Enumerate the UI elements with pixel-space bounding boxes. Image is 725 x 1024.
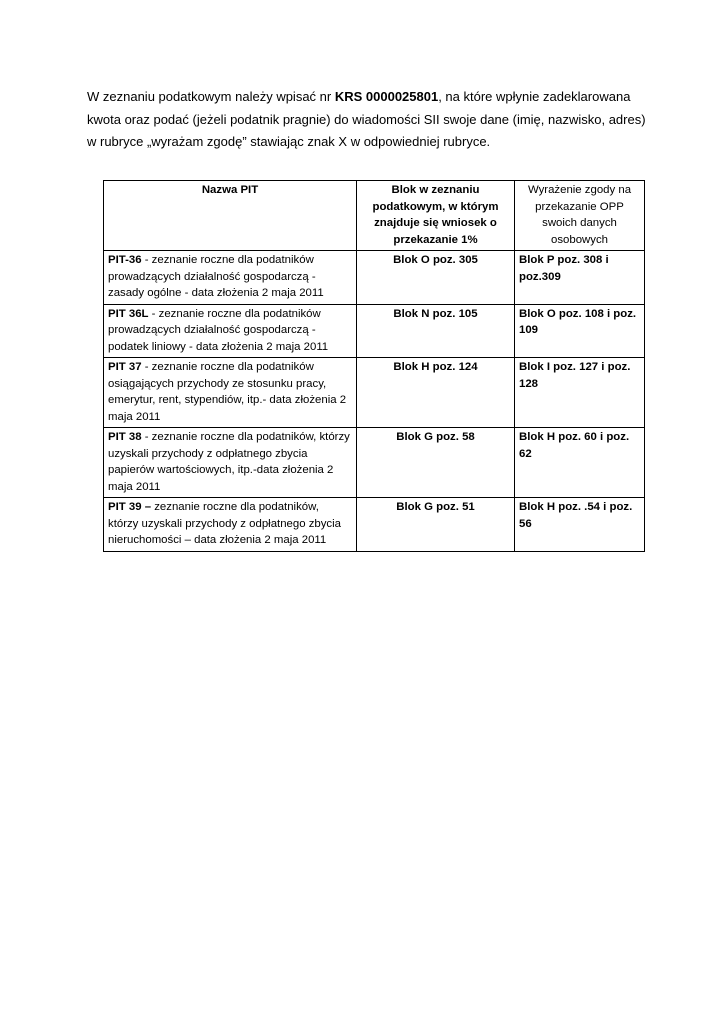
pit-code: PIT 39 –	[108, 501, 152, 513]
table-row	[104, 358, 645, 428]
pit-code: PIT-36	[108, 254, 142, 266]
header-blok: Blok w zeznaniu podatkowym, w którym znajduje się wniosek o przekazanie 1%	[357, 181, 515, 251]
blok-cell: Blok G poz. 51	[357, 498, 515, 552]
opp-cell: Blok H poz. 60 i poz. 62	[515, 428, 645, 498]
blok-cell: Blok G poz. 58	[357, 428, 515, 498]
intro-paragraph	[87, 86, 647, 154]
pit-table	[103, 180, 645, 552]
pit-name-cell	[104, 358, 357, 428]
pit-description: - zeznanie roczne dla podatników prowadzących działalność gospodarczą - podatek liniowy - data złożenia 2 maja 2011	[108, 307, 329, 353]
opp-cell: Blok I poz. 127 i poz. 128	[515, 358, 645, 428]
pit-description: - zeznanie roczne dla podatników, którzy uzyskali przychody z odpłatnego zbycia papierów wartościowych, itp.-data złożenia 2 maja 2011	[108, 431, 350, 493]
opp-cell: Blok P poz. 308 i poz.309	[515, 251, 645, 305]
blok-cell: Blok O poz. 305	[357, 251, 515, 305]
pit-name-cell	[104, 251, 357, 305]
opp-cell: Blok O poz. 108 i poz. 109	[515, 304, 645, 358]
pit-description: zeznanie roczne dla podatników, którzy uzyskali przychody z odpłatnego zbycia nieruchomości – data złożenia 2 maja 2011	[108, 501, 341, 546]
blok-cell: Blok H poz. 124	[357, 358, 515, 428]
pit-description: - zeznanie roczne dla podatników prowadzących działalność gospodarczą - zasady ogólne - data złożenia 2 maja 2011	[108, 254, 324, 299]
header-opp-consent: Wyrażenie zgody na przekazanie OPP swoich danych osobowych	[515, 181, 645, 251]
pit-description: - zeznanie roczne dla podatników osiągających przychody ze stosunku pracy, emerytur, rent, stypendiów, itp.- data złożenia 2 maja 2011	[108, 361, 347, 423]
pit-name-cell	[104, 304, 357, 358]
pit-code: PIT 38	[108, 431, 142, 443]
pit-code: PIT 37	[108, 361, 142, 373]
blok-cell: Blok N poz. 105	[357, 304, 515, 358]
krs-number: KRS 0000025801	[334, 89, 439, 104]
table-row	[104, 498, 645, 552]
header-pit-name: Nazwa PIT	[104, 181, 357, 251]
table-header-row	[104, 181, 645, 251]
pit-name-cell	[104, 428, 357, 498]
pit-name-cell	[104, 498, 357, 552]
intro-text-after: , na które wpłynie zadeklarowana kwota oraz podać (jeżeli podatnik pragnie) do wiadomości SII swoje dane (imię, nazwisko, adres) w rubryce „wyrażam zgodę” stawiając znak X w odpowiedniej rubryce.	[87, 89, 646, 149]
table-row	[104, 251, 645, 305]
intro-text-before: W zeznaniu podatkowym należy wpisać nr	[87, 89, 335, 104]
table-row	[104, 428, 645, 498]
pit-code: PIT 36L	[108, 307, 149, 320]
opp-cell: Blok H poz. .54 i poz. 56	[515, 498, 645, 552]
table-row	[104, 304, 645, 358]
